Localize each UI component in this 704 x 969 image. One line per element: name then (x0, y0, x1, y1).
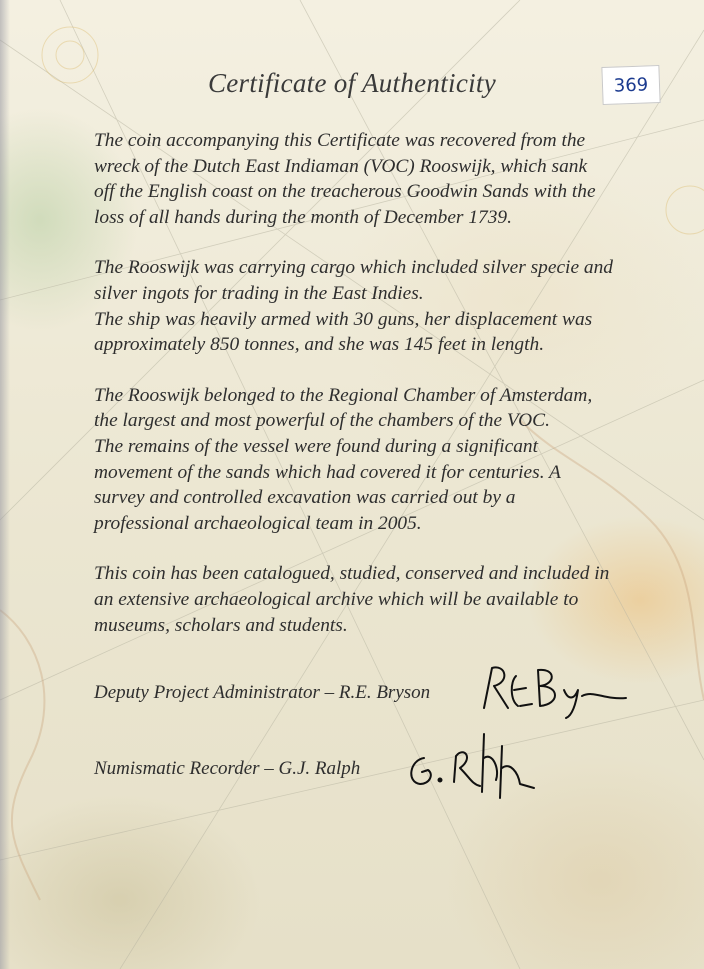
text-line: silver ingots for trading in the East Indies. (94, 282, 424, 304)
text-line: The remains of the vessel were found during a significant (94, 435, 538, 457)
text-line: The coin accompanying this Certificate was recovered from the (94, 130, 586, 151)
paragraph (94, 561, 624, 638)
page-title: Certificate of Authenticity (207, 68, 497, 98)
text-line: the largest and most powerful of the chambers of the VOC. (94, 410, 550, 432)
text-line: professional archaeological team in 2005. (94, 512, 422, 534)
text-line: This coin has been catalogued, studied, conserved and included in (94, 563, 610, 585)
text-line: The ship was heavily armed with 30 guns, her displacement was (94, 308, 593, 330)
text-line: off the English coast on the treacherous Goodwin Sands with the (94, 181, 596, 203)
signature-bryson (476, 660, 636, 720)
signatory-label-ralph: Numismatic Recorder – G.J. Ralph (94, 758, 361, 779)
text-line: wreck of the Dutch East Indiaman (VOC) Rooswijk, which sank (94, 155, 588, 177)
text-line: The Rooswijk belonged to the Regional Chamber of Amsterdam, (94, 384, 593, 406)
text-line: loss of all hands during the month of December 1739. (94, 206, 512, 228)
text-line: museums, scholars and students. (94, 614, 348, 636)
text-line: approximately 850 tonnes, and she was 145 feet in length. (94, 334, 545, 356)
certificate-body (94, 128, 624, 663)
text-line: survey and controlled excavation was carried out by a (94, 487, 516, 509)
text-line: an extensive archaeological archive which will be available to (94, 588, 579, 610)
signature-ralph (400, 728, 550, 808)
paragraph (94, 128, 624, 230)
text-line: movement of the sands which had covered it for centuries. A (94, 461, 561, 483)
paragraph (94, 383, 624, 537)
text-line: The Rooswijk was carrying cargo which included silver specie and (94, 257, 613, 279)
certificate-number: 369 (601, 65, 660, 105)
scan-edge-shadow (0, 0, 10, 969)
signatory-label-bryson: Deputy Project Administrator – R.E. Bryson (94, 682, 431, 703)
paragraph (94, 255, 624, 357)
